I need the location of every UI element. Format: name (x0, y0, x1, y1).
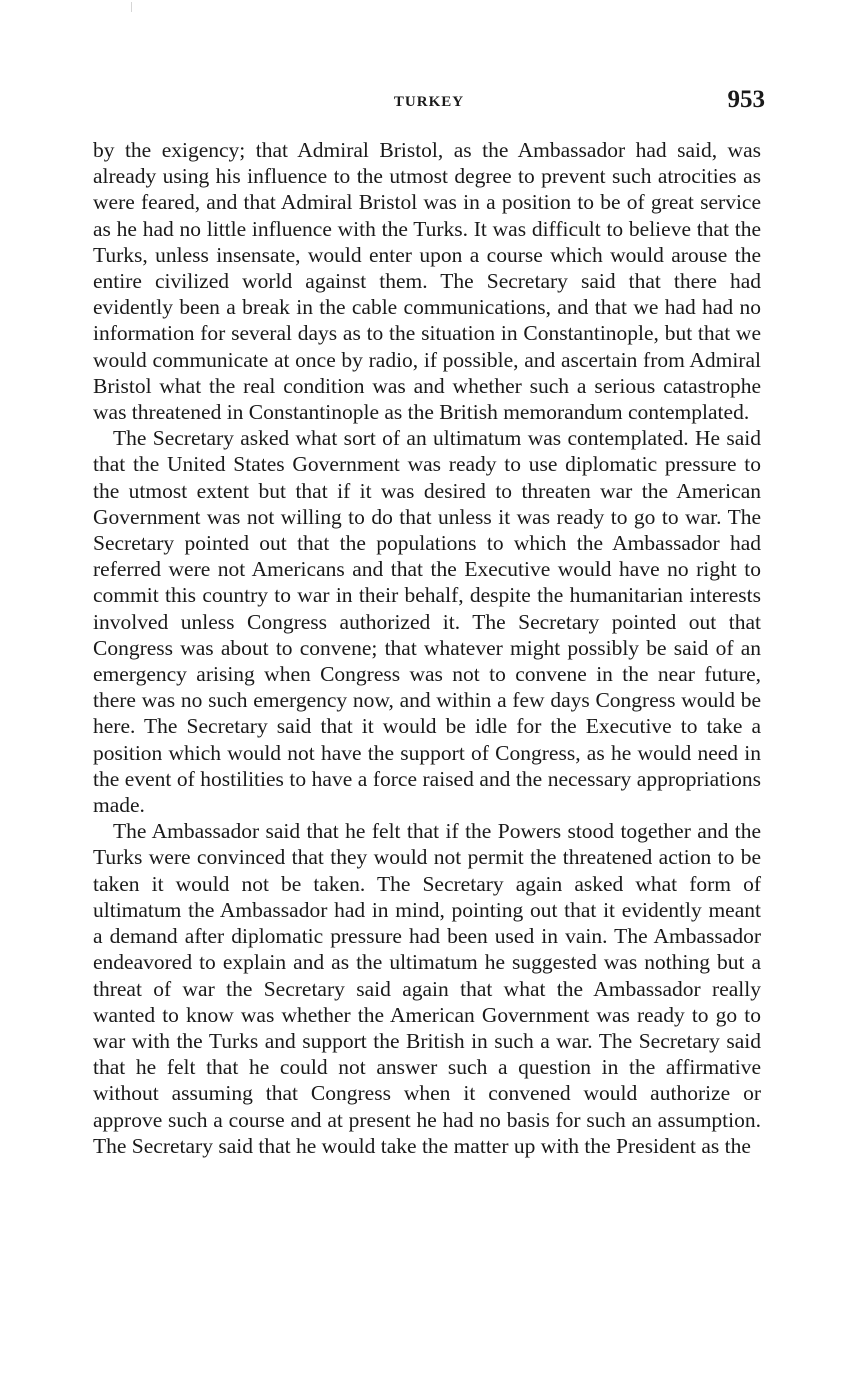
page-header (93, 86, 765, 122)
body-text (93, 137, 761, 1159)
running-title: TURKEY (393, 94, 465, 110)
page-number: 953 (727, 86, 765, 113)
paragraph: The Secretary asked what sort of an ultimatum was contemplated. He said that the United States Government was ready to use diplomatic pressure to the utmost extent but that if it was desired to threaten war the American Government was not willing to do that unless it was ready to go to war. The Secretary pointed out that the populations to which the Ambassador had referred were not Americans and that the Executive would have no right to commit this country to war in their behalf, despite the humanitarian interests involved unless Congress authorized it. The Secretary pointed out that Congress was about to convene; that whatever might possibly be said of an emergency arising when Congress was not to convene in the near future, there was no such emergency now, and within a few days Congress would be here. The Secretary said that it would be idle for the Executive to take a position which would not have the support of Congress, as he would need in the event of hostilities to have a force raised and the necessary appropriations made. (93, 426, 761, 818)
scan-artifact (131, 2, 132, 12)
paragraph: by the exigency; that Admiral Bristol, as the Ambassador had said, was already using his influence to the utmost degree to prevent such atrocities as were feared, and that Admiral Bristol was in a position to be of great service as he had no little influence with the Turks. It was difficult to believe that the Turks, unless insensate, would enter upon a course which would arouse the entire civilized world against them. The Secretary said that there had evidently been a break in the cable communications, and that we had had no information for several days as to the situation in Constantinople, but that we would communicate at once by radio, if possible, and ascertain from Admiral Bristol what the real condition was and whether such a serious catastrophe was threatened in Constantinople as the British memorandum contemplated. (93, 138, 761, 425)
paragraph: The Ambassador said that he felt that if the Powers stood together and the Turks were convinced that they would not permit the threatened action to be taken it would not be taken. The Secretary again asked what form of ultimatum the Ambassador had in mind, pointing out that it evidently meant a demand after diplomatic pressure had been used in vain. The Ambassador endeavored to explain and as the ultimatum he suggested was nothing but a threat of war the Secretary said again that what the Ambassador really wanted to know was whether the American Government was ready to go to war with the Turks and support the British in such a war. The Secretary said that he felt that he could not answer such a question in the affirmative without assuming that Congress when it convened would authorize or approve such a course and at present he had no basis for such an assumption. The Secretary said that he would take the matter up with the President as the (93, 819, 761, 1158)
